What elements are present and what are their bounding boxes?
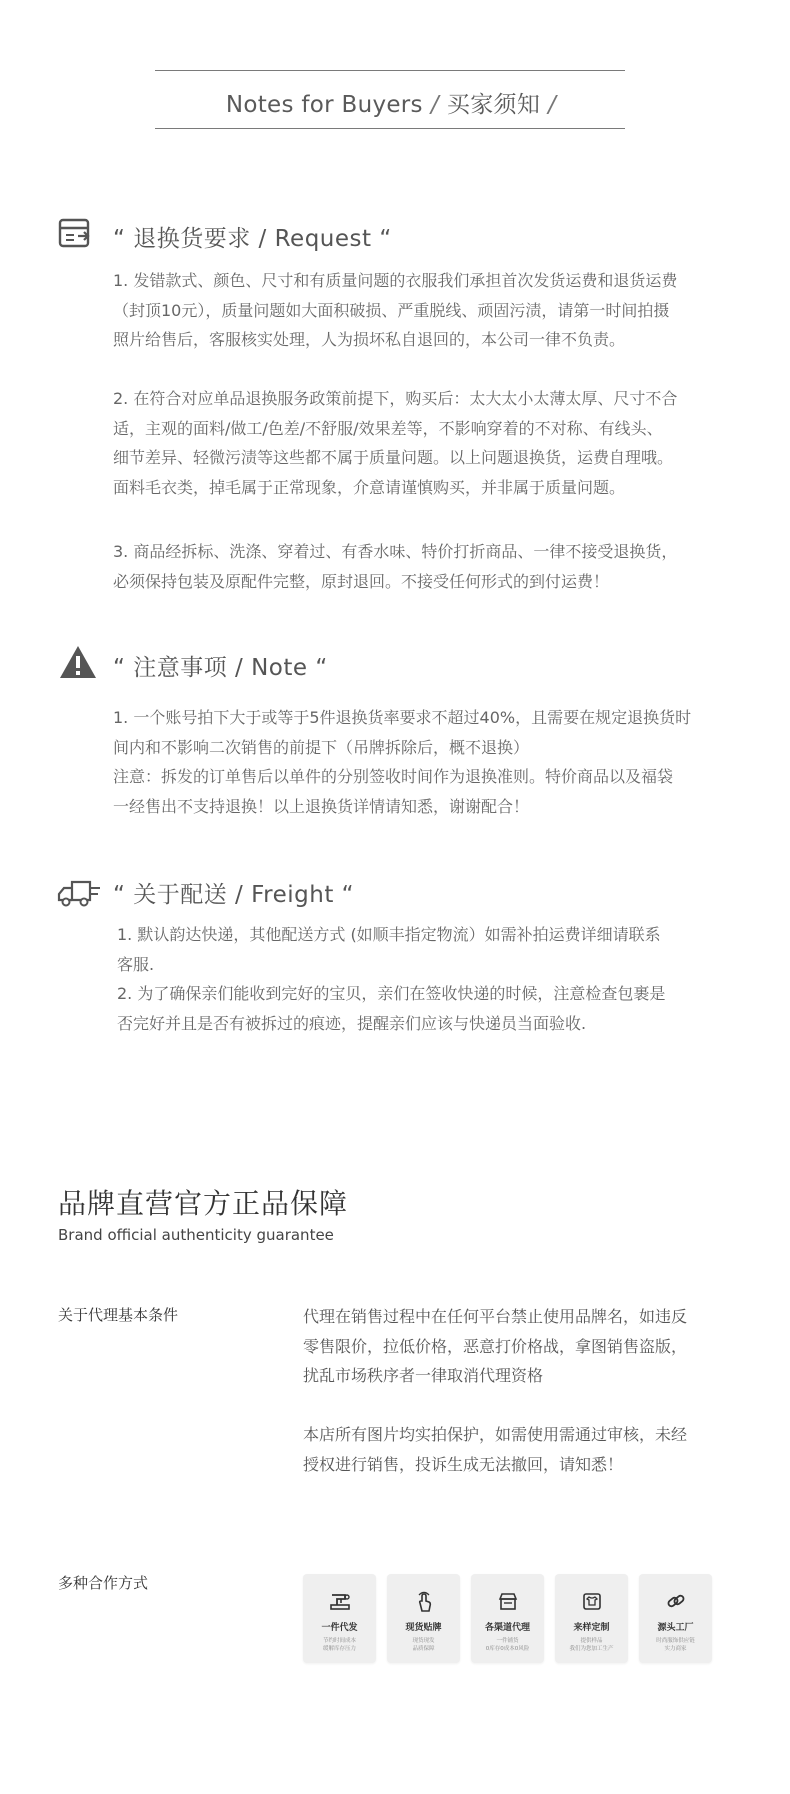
request-p1-line: 1. 发错款式、颜色、尺寸和有质量问题的衣服我们承担首次发货运费和退货运费 — [113, 271, 678, 290]
card-title: 来样定制 — [573, 1623, 610, 1633]
note-line: 间内和不影响二次销售的前提下（吊牌拆除后，概不退换） — [113, 737, 530, 757]
coop-card-factory[interactable] — [639, 1574, 712, 1663]
agency-line: 代理在销售过程中在任何平台禁止使用品牌名，如违反 — [303, 1307, 688, 1326]
request-p2-line: 面料毛衣类，掉毛属于正常现象，介意请谨慎购买，并非属于质量问题。 — [113, 477, 626, 497]
return-box-icon — [58, 216, 94, 254]
coop-card-agent[interactable] — [471, 1574, 544, 1663]
header-bottom-rule — [155, 128, 625, 129]
freight-line: 1. 默认韵达快递，其他配送方式 (如顺丰指定物流）如需补拍运费详细请联系 — [117, 925, 661, 944]
card-subtitle: 一件铺货 0库存0成本0风险 — [485, 1638, 530, 1652]
brand-subtitle: Brand official authenticity guarantee — [58, 1226, 334, 1244]
freight-line: 2. 为了确保亲们能收到完好的宝贝，亲们在签收快递的时候，注意检查包裹是 — [117, 984, 666, 1003]
title-cn: 买家须知 — [446, 92, 541, 118]
request-paragraph-1 — [113, 266, 677, 355]
request-paragraph-3 — [113, 537, 677, 596]
card-title: 现货贴牌 — [405, 1623, 442, 1633]
coop-card-dropship[interactable] — [303, 1574, 376, 1663]
request-p3-line: 必须保持包装及原配件完整，原封退回。不接受任何形式的到付运费！ — [113, 571, 610, 591]
request-p3-line: 3. 商品经拆标、洗涤、穿着过、有香水味、特价打折商品、一律不接受退换货， — [113, 542, 678, 561]
card-subtitle: 提供样品 我们为您加工生产 — [569, 1638, 614, 1652]
freight-heading: “ 关于配送 / Freight “ — [113, 882, 355, 908]
request-heading: “ 退换货要求 / Request “ — [113, 226, 392, 252]
request-p1-line: 照片给售后，客服核实处理，人为损坏私自退回的，本公司一律不负责。 — [113, 330, 626, 349]
request-p2-line: 适，主观的面料/做工/色差/不舒服/效果差等，不影响穿着的不对称、有线头、 — [113, 418, 663, 438]
agency-label: 关于代理基本条件 — [58, 1306, 179, 1324]
delivery-truck-icon — [56, 878, 102, 912]
card-title: 各渠道代理 — [484, 1623, 530, 1633]
card-subtitle: 节约时间成本 缓解库存压力 — [322, 1638, 356, 1652]
agency-line: 零售限价，拉低价格，恶意打价格战，拿图销售盗版， — [303, 1336, 688, 1356]
freight-line: 否完好并且是否有被拆过的痕迹，提醒亲们应该与快递员当面验收. — [117, 1013, 587, 1033]
request-p2-line: 2. 在符合对应单品退换服务政策前提下，购买后：太大太小太薄太厚、尺寸不合 — [113, 389, 678, 408]
title-separator: / — [430, 92, 439, 118]
card-subtitle: 现货现发 品质保障 — [412, 1638, 435, 1652]
coop-card-custom[interactable] — [555, 1574, 628, 1663]
coop-card-oem[interactable] — [387, 1574, 460, 1663]
title-separator-end: / — [548, 92, 557, 118]
note-heading: “ 注意事项 / Note “ — [113, 655, 328, 681]
card-title: 源头工厂 — [657, 1623, 694, 1633]
page-title — [0, 86, 790, 119]
sewing-machine-icon — [329, 1591, 351, 1611]
tap-icon — [414, 1591, 434, 1613]
store-icon — [497, 1591, 519, 1611]
freight-paragraph — [117, 920, 665, 1038]
request-paragraph-2 — [113, 384, 677, 502]
chain-link-icon — [665, 1591, 687, 1611]
shirt-box-icon — [581, 1591, 603, 1611]
title-en: Notes for Buyers — [225, 92, 423, 118]
brand-title: 品牌直营官方正品保障 — [58, 1187, 349, 1220]
agency-line: 本店所有图片均实拍保护，如需使用需通过审核，未经 — [303, 1425, 688, 1444]
agency-paragraph-1 — [303, 1302, 687, 1391]
agency-paragraph-2 — [303, 1420, 687, 1479]
agency-line: 授权进行销售，投诉生成无法撤回，请知悉！ — [303, 1454, 624, 1474]
note-line: 注意：拆发的订单售后以单件的分别签收时间作为退换准则。特价商品以及福袋 — [113, 767, 674, 786]
cooperation-label: 多种合作方式 — [58, 1574, 149, 1592]
warning-triangle-icon — [58, 644, 98, 684]
note-paragraph — [113, 703, 691, 821]
freight-line: 客服. — [117, 954, 155, 974]
note-line: 一经售出不支持退换！以上退换货详情请知悉，谢谢配合！ — [113, 796, 530, 816]
cooperation-cards — [303, 1574, 713, 1663]
header-top-rule — [155, 70, 625, 71]
card-subtitle: 时尚服饰供应链 实力商家 — [656, 1638, 695, 1652]
request-p2-line: 细节差异、轻微污渍等这些都不属于质量问题。以上问题退换货，运费自理哦。 — [113, 448, 674, 467]
card-title: 一件代发 — [321, 1623, 358, 1633]
agency-line: 扰乱市场秩序者一律取消代理资格 — [303, 1366, 544, 1385]
request-p1-line: （封顶10元），质量问题如大面积破损、严重脱线、顽固污渍，请第一时间拍摄 — [113, 300, 670, 320]
note-line: 1. 一个账号拍下大于或等于5件退换货率要求不超过40%，且需要在规定退换货时 — [113, 708, 692, 727]
